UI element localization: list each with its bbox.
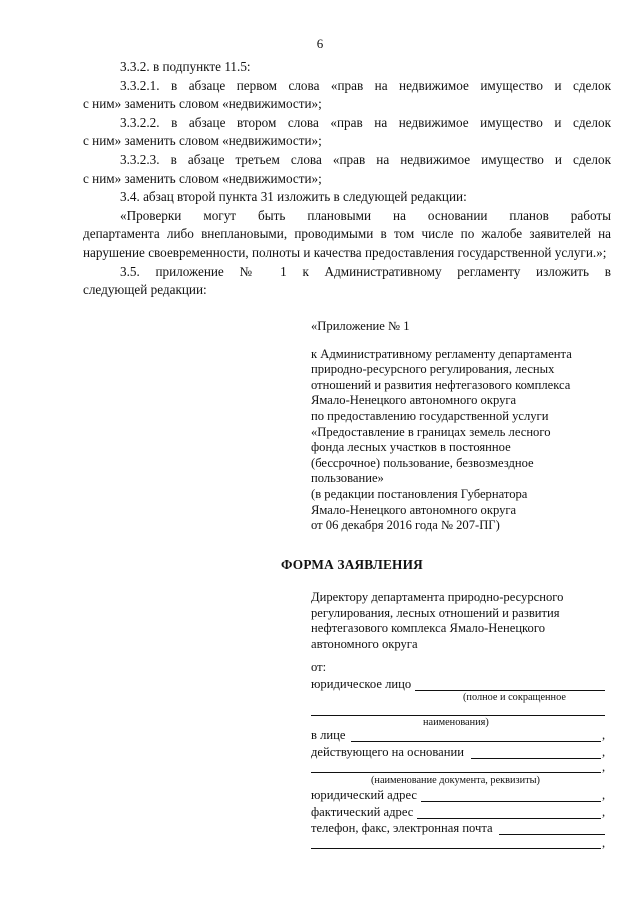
paragraph-first-line: 3.3.2.3. в абзаце третьем слова «прав на недвижимое имущество и сделок (120, 151, 611, 167)
acting-basis-field[interactable] (471, 745, 601, 759)
appendix-line: (в редакции постановления Губернатора (311, 486, 528, 501)
legal-address-field[interactable] (421, 788, 601, 802)
contacts-label: телефон, факс, электронная почта (311, 821, 493, 835)
appendix-line: Ямало-Ненецкого автономного округа (311, 502, 517, 517)
page-number: 6 (316, 36, 324, 51)
paragraph-3-4 (83, 188, 611, 207)
paragraph-text: 3.4. абзац второй пункта 31 изложить в следующей редакции: (120, 189, 467, 205)
name-caption-full-short: (полное и сокращенное (463, 692, 566, 703)
from-label: от: (311, 660, 327, 674)
legal-entity-name-field[interactable] (311, 703, 605, 716)
legal-entity-label: юридическое лицо (311, 677, 412, 691)
comma: , (602, 760, 606, 774)
comma: , (602, 836, 606, 850)
contacts-extra-field[interactable] (311, 836, 601, 849)
comma: , (602, 745, 606, 759)
paragraph-3-3-2-1 (83, 77, 611, 114)
paragraph-rest: департамента либо внеплановыми, проводимыми в том числе по жалобе заявителей на нарушение своевременности, полноты и качества предоставления государственной услуги.»; (83, 226, 611, 260)
paragraph-rest: с ним» заменить словом «недвижимости»; (83, 133, 322, 149)
appendix-line: по предоставлению государственной услуги (311, 408, 549, 423)
comma: , (602, 788, 606, 802)
paragraph-rest: с ним» заменить словом «недвижимости»; (83, 96, 322, 112)
paragraph-3-3-2-3 (83, 151, 611, 188)
appendix-line: пользование» (311, 471, 384, 486)
represented-by-field[interactable] (351, 728, 601, 742)
paragraph-first-line: «Проверки могут быть плановыми на основании планов работы (120, 207, 611, 223)
document-field[interactable] (311, 760, 601, 773)
paragraph-text: 3.3.2. в подпункте 11.5: (120, 59, 251, 74)
appendix-line: «Предоставление в границах земель лесного (311, 424, 551, 439)
paragraph-rest: следующей редакции: (83, 282, 207, 298)
comma: , (602, 805, 606, 819)
paragraph-3-3-2-2 (83, 114, 611, 151)
appendix-line: отношений и развития нефтегазового комплекса (311, 377, 571, 392)
addressee-line: автономного округа (311, 636, 418, 651)
appendix-line: природно-ресурсного регулирования, лесных (311, 362, 555, 377)
paragraph-first-line: 3.3.2.2. в абзаце втором слова «прав на недвижимое имущество и сделок (120, 114, 611, 130)
paragraph-rest: с ним» заменить словом «недвижимости»; (83, 170, 322, 186)
addressee-line: Директору департамента природно-ресурсного (311, 590, 564, 604)
appendix-line: фонда лесных участков в постоянное (311, 440, 511, 455)
addressee-line: регулирования, лесных отношений и развития (311, 605, 560, 620)
paragraph-3-3-2 (83, 58, 611, 77)
amendments-text (83, 58, 611, 300)
appendix-title: «Приложение № 1 (311, 319, 410, 333)
acting-basis-label: действующего на основании (311, 745, 464, 759)
appendix-header (311, 319, 611, 534)
appendix-line: к Административному регламенту департамента (311, 346, 572, 361)
addressee-block (311, 590, 611, 652)
actual-address-label: фактический адрес (311, 805, 414, 819)
comma: , (602, 728, 606, 742)
paragraph-first-line: 3.3.2.1. в абзаце первом слова «прав на недвижимое имущество и сделок (120, 77, 611, 93)
contacts-field[interactable] (499, 821, 605, 835)
paragraph-first-line: 3.5. приложение № 1 к Административному регламенту изложить в (120, 263, 611, 279)
appendix-line: от 06 декабря 2016 года № 207-ПГ) (311, 518, 500, 533)
name-caption-names: наименования) (423, 717, 489, 728)
appendix-line: (бессрочное) пользование, безвозмездное (311, 455, 534, 470)
legal-address-label: юридический адрес (311, 788, 417, 802)
form-title: ФОРМА ЗАЯВЛЕНИЯ (281, 557, 423, 572)
actual-address-field[interactable] (417, 805, 601, 819)
represented-by-label: в лице (311, 728, 346, 742)
appendix-line: Ямало-Ненецкого автономного округа (311, 393, 517, 408)
addressee-line: нефтегазового комплекса Ямало-Ненецкого (311, 621, 545, 636)
paragraph-3-5 (83, 263, 611, 300)
paragraph-checks-quote (83, 207, 611, 263)
document-caption: (наименование документа, реквизиты) (371, 775, 540, 786)
legal-entity-field[interactable] (415, 677, 605, 691)
